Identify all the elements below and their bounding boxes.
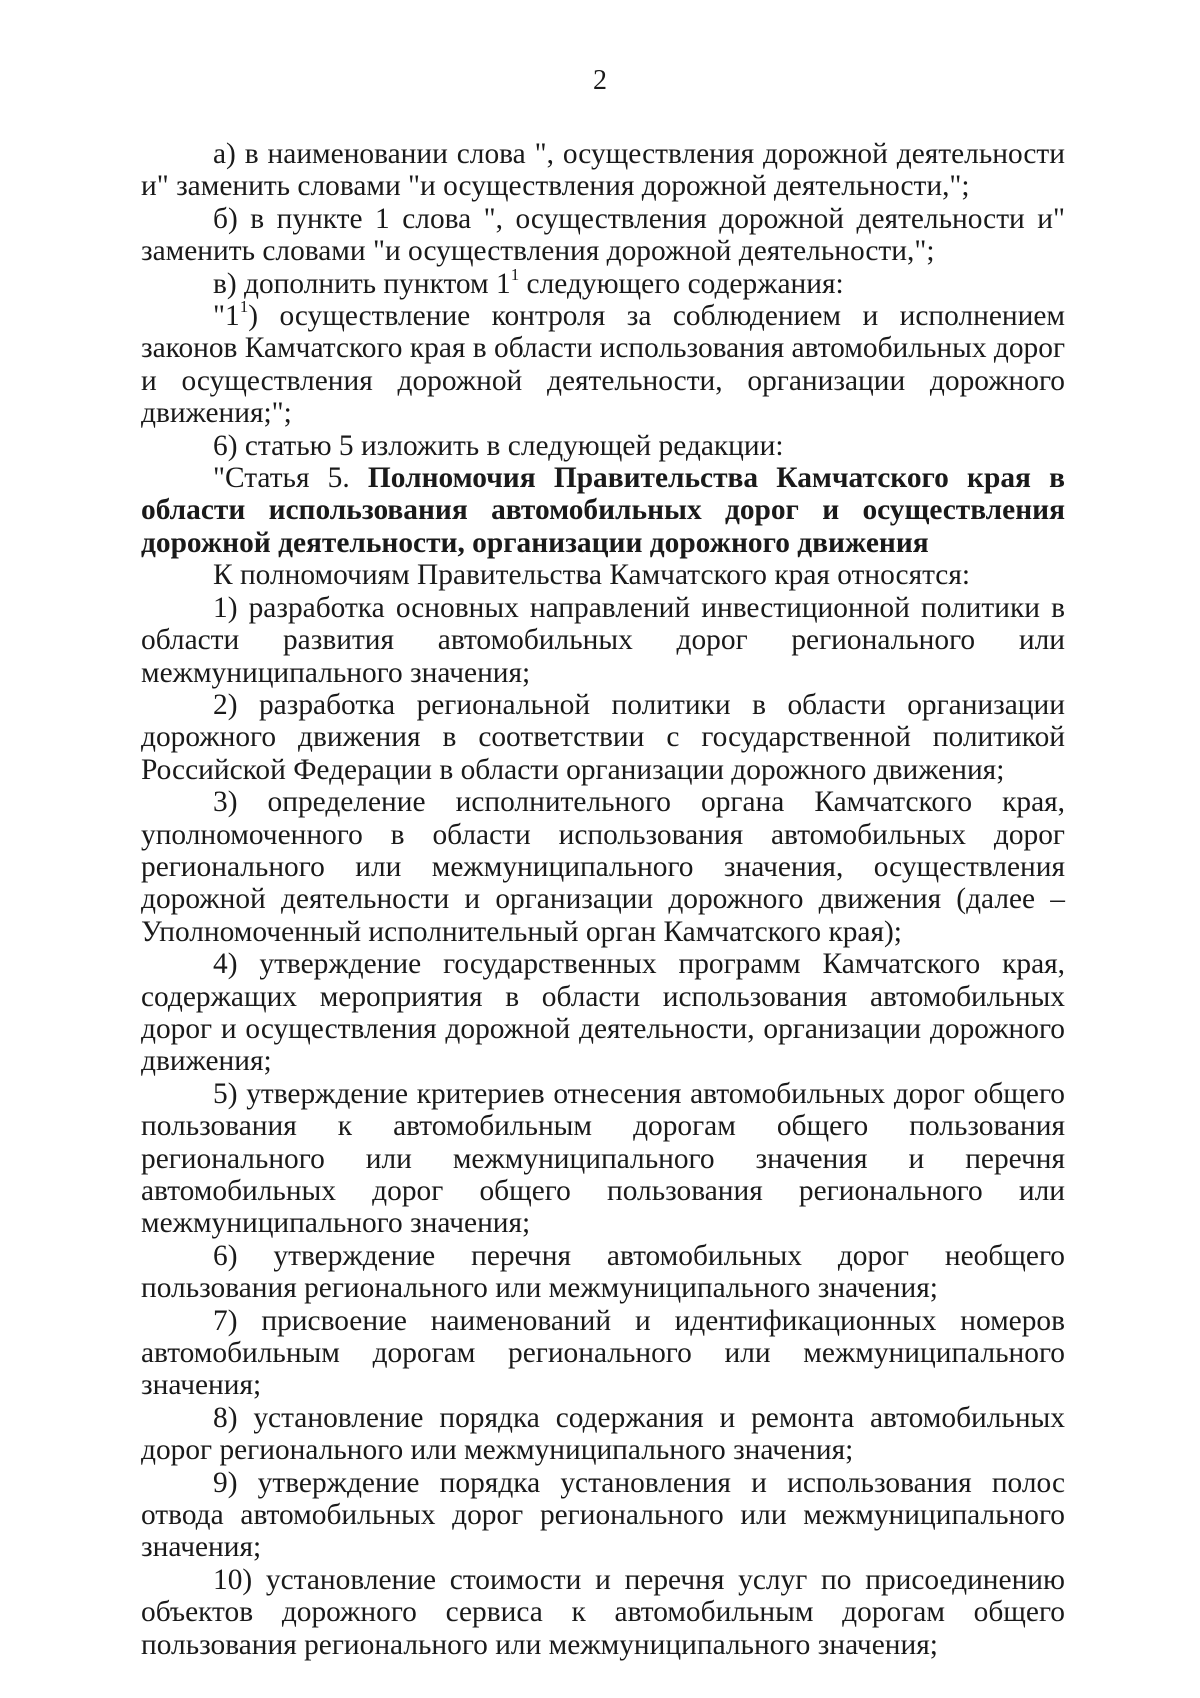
article-heading — [141, 462, 1065, 559]
superscript: 1 — [510, 264, 520, 284]
list-item-2: 2) разработка региональной политики в области организации дорожного движения в соответствии с государственной политикой Российской Федерации в области организации дорожного движения; — [141, 688, 1065, 786]
list-item-10: 10) установление стоимости и перечня услуг по присоединению объектов дорожного сервиса к автомобильным дорогам общего пользования регионального или межмуниципального значения; — [141, 1563, 1065, 1661]
paragraph-a: а) в наименовании слова ", осуществления дорожной деятельности и" заменить словами "и осуществления дорожной деятельности,"; — [141, 138, 1065, 203]
paragraph-6: 6) статью 5 изложить в следующей редакции: — [213, 429, 784, 462]
list-item-3: 3) определение исполнительного органа Камчатского края, уполномоченного в области использования автомобильных дорог регионального или межмуниципального значения, осуществления дорожной деятельности и организации дорожного движения (далее – Уполномоченный исполнительный орган Камчатского края); — [141, 786, 1065, 948]
page-number: 2 — [593, 65, 607, 96]
list-item-9: 9) утверждение порядка установления и использования полос отвода автомобильных дорог регионального или межмуниципального значения; — [141, 1466, 1065, 1564]
list-item-1: 1) разработка основных направлений инвестиционной политики в области развития автомобильных дорог регионального или межмуниципального значения; — [141, 591, 1065, 689]
paragraph-quote — [141, 297, 1065, 430]
document-body — [141, 138, 1065, 1661]
paragraph-quote-start: "1 — [213, 300, 240, 333]
list-item-7: 7) присвоение наименований и идентификационных номеров автомобильным дорогам регионального или межмуниципального значения; — [141, 1304, 1065, 1402]
paragraph-quote-text: ) осуществление контроля за соблюдением и исполнением законов Камчатского края в области использования автомобильных дорог и осуществления дорожной деятельности, организации дорожного движения;"; — [141, 300, 1065, 430]
paragraph-v — [141, 264, 1065, 300]
list-item-4: 4) утверждение государственных программ Камчатского края, содержащих мероприятия в области использования автомобильных дорог и осуществления дорожной деятельности, организации дорожного движения; — [141, 948, 1065, 1078]
list-item-8: 8) установление порядка содержания и ремонта автомобильных дорог регионального или межмуниципального значения; — [141, 1401, 1065, 1467]
list-item-5: 5) утверждение критериев отнесения автомобильных дорог общего пользования к автомобильным дорогам общего пользования регионального или межмуниципального значения и перечня автомобильных дорог общего пользования регионального или межмуниципального значения; — [141, 1077, 1065, 1240]
paragraph-v-text: в) дополнить пунктом 1 — [213, 267, 511, 300]
paragraph-b: б) в пункте 1 слова ", осуществления дорожной деятельности и" заменить словами "и осуществления дорожной деятельности,"; — [141, 202, 1065, 268]
paragraph-v-tail: следующего содержания: — [519, 267, 844, 300]
article-intro: К полномочиям Правительства Камчатского края относятся: — [213, 559, 971, 592]
article-number: "Статья 5. — [213, 462, 368, 495]
list-item-6: 6) утверждение перечня автомобильных дорог необщего пользования регионального или межмуниципального значения; — [141, 1239, 1065, 1305]
article-title: Полномочия Правительства Камчатского края в области использования автомобильных дорог и осуществления дорожной деятельности, организации дорожного движения — [141, 462, 1065, 559]
superscript: 1 — [239, 297, 249, 317]
